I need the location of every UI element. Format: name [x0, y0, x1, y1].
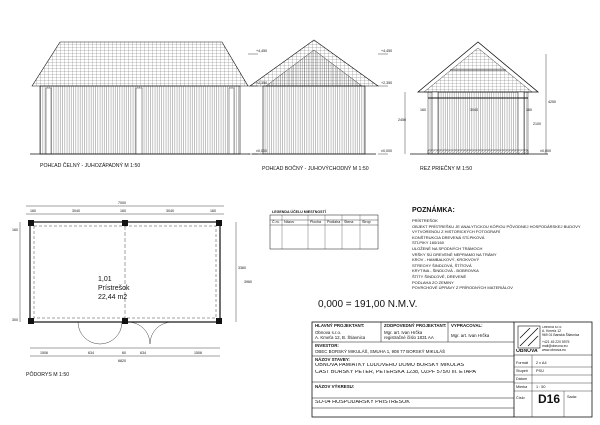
- meta-stage-value: PSÚ: [536, 369, 544, 373]
- legend-col-3: Plocha: [310, 220, 321, 224]
- note-line: KONŠTRUKCIA DREVENÁ STĹPIKOVÁ: [412, 234, 485, 240]
- tb-vy-label: VYPRACOVAL:: [451, 323, 483, 328]
- notes-list: [412, 218, 588, 291]
- plan-view-title: PÔDORYS M 1:50: [26, 372, 70, 378]
- note-line: POVRCHOVÉ ÚPRAVY Z PRÍRODNÝCH MATERIÁLOV: [412, 285, 513, 291]
- tb-stavba-label: NÁZOV STAVBY:: [315, 357, 350, 362]
- section-height-1: 2450: [398, 118, 406, 122]
- note-line: STĹPIKY 160/160: [412, 240, 444, 246]
- notes-title: POZNÁMKA:: [412, 207, 455, 214]
- meta-scale-key: Mierka: [516, 385, 528, 389]
- firm-line: 969 01 Banská Štiavnica: [542, 332, 580, 337]
- meta-date-key: Dátum: [516, 377, 528, 381]
- drawing-number: D16: [538, 392, 561, 406]
- room-name: Prístrešok: [98, 285, 130, 292]
- section-view-title: REZ PRIEČNY M 1:50: [420, 166, 473, 172]
- legend-col-6: Strop: [362, 220, 371, 224]
- meta-stage-key: Stupeň: [516, 369, 529, 373]
- set-label: Sada:: [567, 395, 577, 399]
- section-dim-3: 160: [526, 108, 532, 112]
- plan-top-dim-4: 3040: [166, 209, 174, 213]
- plan-side-dim-2: 3960: [244, 280, 252, 284]
- firm-line: +421 45 220 5975: [542, 340, 570, 345]
- note-line: KRYTINA - ŠINDĽOVÁ - BOBROVKA: [412, 268, 479, 274]
- room-area: 22,44 m2: [98, 294, 128, 301]
- plan-side-dim-1: 3360: [238, 266, 246, 270]
- side-level-zero: ±0,000: [381, 149, 392, 153]
- plan-bottom-dim-1: 1506: [40, 351, 48, 355]
- meta-number-key: Číslo: [516, 396, 525, 400]
- section-dim-1: 160: [420, 108, 426, 112]
- cross-section: [405, 42, 548, 154]
- tb-vykres-value: SO-04 HOSPODÁRSKY PRÍSTREŠOK: [315, 400, 410, 405]
- legend-col-2: Názov: [284, 220, 295, 224]
- tb-vykres-label: NÁZOV VÝKRESU:: [315, 384, 355, 389]
- plan-left-dim-1: 160: [12, 228, 18, 232]
- tb-hp-value: Obnova s.r.o.: [315, 330, 342, 335]
- section-level-zero: ±0,000: [540, 149, 551, 153]
- note-line: STRECHY ŠINDĽOVÁ, ŠTÍTOVÁ: [412, 262, 472, 268]
- note-line: VRŠKY SÚ DREVENÉ NEPRIAMO NA TRÁMY: [412, 251, 497, 257]
- tb-hp-addr: A. Kmeťa 12, B. Štiavnica: [315, 335, 366, 340]
- note-line: KROV - HAMBALKOVÝ, KROKVOVÝ: [412, 257, 480, 263]
- note-line: ŠTÍTY ŠINDĽOVÉ, DREVENÉ: [412, 273, 467, 279]
- firm-line: mail@obnova.eu: [542, 343, 568, 348]
- tb-stavba-1: OBNOVA PAMIATKY ĽUDOVÉHO DOMU BORSKÝ MIKULÁŠ: [315, 363, 465, 368]
- plan-bottom-dim-3: 60: [122, 351, 126, 355]
- firm-line: Obnova s.r.o.: [542, 326, 563, 329]
- firm-logo-text: OBNOVA: [516, 349, 538, 354]
- plan-bottom-dim-2: 634: [88, 351, 94, 355]
- side-level-mid: +2,350: [381, 81, 393, 85]
- section-height-3: 4250: [548, 100, 556, 104]
- floor-plan: [20, 206, 236, 356]
- note-line: ULOŽENÉ NA SPODNÝCH TRÁMOCH: [412, 245, 483, 251]
- note-line: OBJEKT PRÍSTREŠKU JE ANALYTICKOU KÓPIOU PÔVODNEJ HOSPODÁRSKEJ BUDOVY: [412, 223, 581, 229]
- plan-top-dim-3: 160: [120, 209, 126, 213]
- meta-scale-value: 1 : 50: [536, 385, 546, 389]
- note-line: PODLAHA ZO ZEMINY: [412, 279, 454, 285]
- firm-line: www.obnova.eu: [542, 347, 566, 352]
- meta-format-value: 2 x A4: [536, 361, 547, 365]
- plan-top-dim-2: 3040: [72, 209, 80, 213]
- tb-zp-reg: registračné číslo 1831 AA: [384, 335, 434, 340]
- tb-inv-label: INVESTOR:: [315, 343, 339, 348]
- firm-address: [542, 326, 579, 353]
- tb-zp-value: Mgr. art. Ivan Hrčka: [384, 330, 423, 335]
- section-height-2: 2100: [533, 122, 541, 126]
- tb-vy-value: Mgr. art. Ivan Hrčka: [451, 333, 490, 338]
- front-view-title: POHĽAD ČELNÝ - JUHOZÁPADNÝ M 1:50: [40, 163, 141, 169]
- side-level-top: +4,450: [381, 49, 393, 53]
- front-level-top: +4,450: [256, 49, 268, 53]
- legend-title: LEGENDA ÚČELU MIESTNOSTÍ: [272, 210, 326, 214]
- plan-top-dim-1: 160: [30, 209, 36, 213]
- plan-left-dim-2: 300: [12, 318, 18, 322]
- level-note: 0,000 = 191,00 N.M.V.: [318, 299, 418, 310]
- note-line: PRÍSTREŠOK: [412, 218, 438, 223]
- front-level-zero: ±0,000: [256, 149, 267, 153]
- side-elevation: [250, 40, 388, 154]
- plan-bottom-dim-4: 634: [140, 351, 146, 355]
- note-line: VYTVORENOU Z HISTORICKÝCH FOTOGRAFIÍ: [412, 229, 501, 235]
- legend-col-1: Č.m.: [272, 220, 280, 224]
- plan-overall-dim: 7000: [118, 201, 126, 205]
- firm-line: A. Kmeťa 12: [542, 328, 561, 333]
- tb-zp-label: ZODPOVEDNÝ PROJEKTANT:: [384, 323, 447, 328]
- legend-col-4: Podlaha: [327, 220, 341, 224]
- plan-bottom-dim-5: 1506: [194, 351, 202, 355]
- room-number: 1,01: [98, 276, 112, 283]
- legend-col-5: Stena: [344, 220, 354, 224]
- front-level-mid: +2,350: [256, 81, 268, 85]
- meta-format-key: Formát: [516, 361, 529, 365]
- side-view-title: POHĽAD BOČNÝ - JUHOVÝCHODNÝ M 1:50: [262, 166, 369, 172]
- tb-inv-value: OBEC BORSKÝ MIKULÁŠ, SMUHA 1, 908 77 BORSKÝ MIKULÁŠ: [315, 349, 446, 354]
- front-elevation: [30, 42, 258, 154]
- plan-top-dim-5: 160: [210, 209, 216, 213]
- tb-stavba-2: ČASŤ BORSKÝ PETER, PETERSKÁ 1238, ÚZPF 575/0 III. ETAPA: [315, 370, 476, 375]
- plan-bottom-total: 6820: [118, 359, 126, 363]
- section-dim-2: 3040: [470, 108, 478, 112]
- tb-hp-label: HLAVNÝ PROJEKTANT:: [315, 323, 365, 328]
